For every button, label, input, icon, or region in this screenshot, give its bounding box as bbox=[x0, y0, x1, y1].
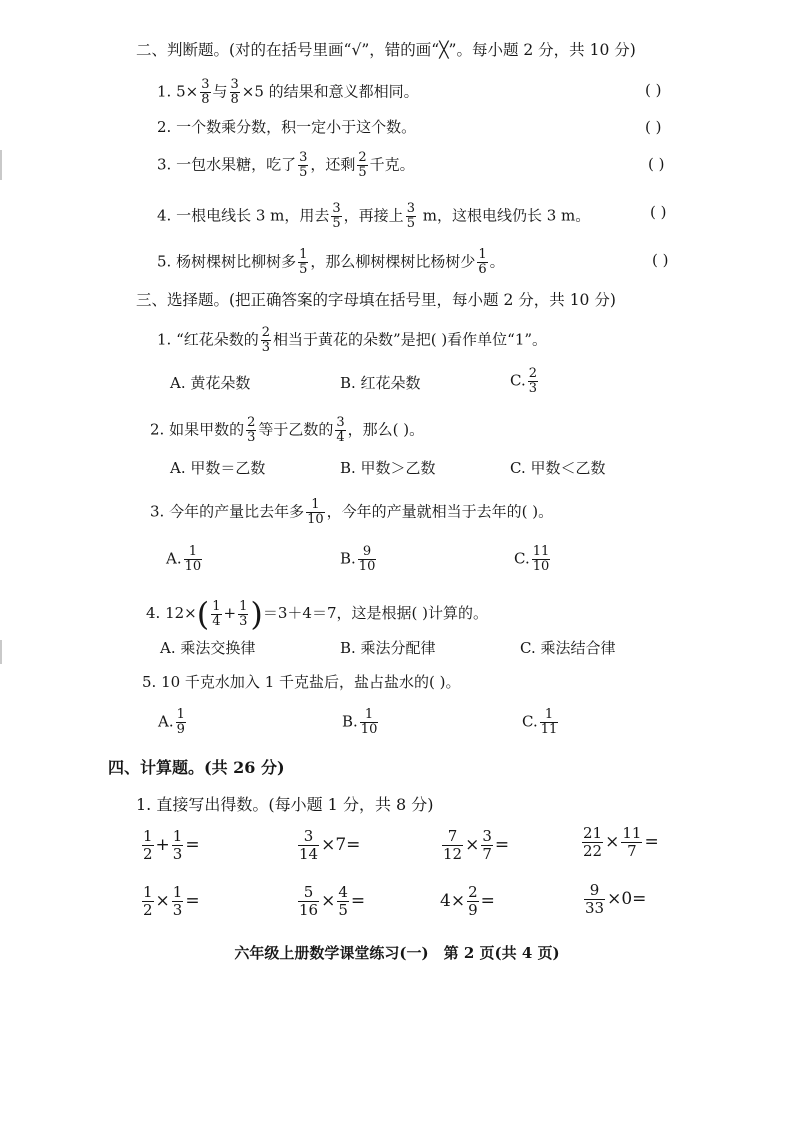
calc-expression-2: $\frac{3}{14}$ ×7= bbox=[299, 827, 361, 863]
judge-question-3: 3. 一包水果糖，吃了 $\frac{3}{5}$ ，还剩 $\frac{2}{5}$ 千克。 bbox=[157, 150, 415, 180]
fraction: $\frac{2}{3}$ bbox=[247, 415, 256, 445]
fraction: $\frac{4}{5}$ bbox=[338, 883, 348, 919]
fraction: $\frac{3}{5}$ bbox=[332, 201, 341, 231]
fraction: $\frac{3}{14}$ bbox=[299, 827, 319, 863]
choice-4-option-a[interactable]: A. 乘法交换律 bbox=[160, 639, 256, 657]
page-footer: 六年级上册数学课堂练习(一) 第 2 页(共 4 页) bbox=[234, 944, 560, 962]
fraction: $\frac{3}{8}$ bbox=[201, 77, 210, 107]
calc-expression-3: $\frac{7}{12}$ × $\frac{3}{7}$ = bbox=[443, 827, 510, 863]
fraction: $\frac{9}{33}$ bbox=[585, 881, 605, 917]
scan-edge-mark bbox=[0, 150, 2, 180]
choice-question-4: 4. 12×( $\frac{1}{4}$ + $\frac{1}{3}$ )＝3＋4＝7，这是根据( )计算的。 bbox=[146, 595, 488, 633]
choice-5-option-c[interactable]: C. $\frac{1}{11}$ bbox=[522, 707, 558, 737]
section-4-subtitle: 1. 直接写出得数。(每小题 1 分，共 8 分) bbox=[136, 795, 434, 814]
fraction: $\frac{3}{5}$ bbox=[299, 150, 308, 180]
choice-3-option-c[interactable]: C. $\frac{11}{10}$ bbox=[514, 544, 550, 574]
section-4-title: 四、计算题。(共 26 分) bbox=[108, 758, 285, 777]
fraction: $\frac{11}{10}$ bbox=[532, 544, 550, 574]
fraction: $\frac{1}{5}$ bbox=[299, 247, 308, 277]
judge-question-1: 1. 5× $\frac{3}{8}$ 与 $\frac{3}{8}$ ×5 的结果和意义都相同。 bbox=[157, 77, 419, 107]
judge-question-4: 4. 一根电线长 3 m，用去 $\frac{3}{5}$ ，再接上 $\frac{3}{5}$ m，这根电线仍长 3 m。 bbox=[157, 201, 591, 231]
choice-question-3: 3. 今年的产量比去年多 $\frac{1}{10}$ ，今年的产量就相当于去年的( )。 bbox=[150, 497, 554, 527]
choice-question-5: 5. 10 千克水加入 1 千克盐后，盐占盐水的( )。 bbox=[142, 673, 461, 691]
fraction: $\frac{7}{12}$ bbox=[443, 827, 463, 863]
answer-blank-2-1[interactable]: ( ) bbox=[645, 81, 662, 99]
fraction: $\frac{1}{3}$ bbox=[239, 598, 248, 629]
calc-expression-6: $\frac{5}{16}$ × $\frac{4}{5}$ = bbox=[299, 883, 366, 919]
answer-blank-2-3[interactable]: ( ) bbox=[648, 155, 665, 173]
fraction: $\frac{1}{6}$ bbox=[478, 247, 487, 277]
judge-question-5: 5. 杨树棵树比柳树多 $\frac{1}{5}$ ，那么柳树棵树比杨树少 $\frac{1}{6}$ 。 bbox=[157, 247, 505, 277]
choice-2-option-b[interactable]: B. 甲数＞乙数 bbox=[340, 459, 436, 477]
fraction: $\frac{3}{8}$ bbox=[230, 77, 239, 107]
calc-expression-7: 4× $\frac{2}{9}$ = bbox=[440, 883, 495, 919]
choice-question-1: 1. “红花朵数的 $\frac{2}{3}$ 相当于黄花的朵数”是把( )看作单位“1”。 bbox=[157, 325, 548, 355]
fraction: $\frac{2}{3}$ bbox=[261, 325, 271, 355]
fraction: $\frac{1}{10}$ bbox=[184, 544, 202, 574]
choice-3-option-b[interactable]: B. $\frac{9}{10}$ bbox=[340, 544, 376, 574]
scan-edge-mark bbox=[0, 640, 2, 664]
calc-expression-5: $\frac{1}{2}$ × $\frac{1}{3}$ = bbox=[143, 883, 200, 919]
choice-1-option-a[interactable]: A. 黄花朵数 bbox=[170, 374, 251, 392]
choice-4-option-b[interactable]: B. 乘法分配律 bbox=[340, 639, 436, 657]
choice-1-option-b[interactable]: B. 红花朵数 bbox=[340, 374, 421, 392]
fraction: $\frac{3}{5}$ bbox=[406, 201, 415, 231]
fraction: $\frac{1}{2}$ bbox=[143, 827, 153, 863]
choice-question-2: 2. 如果甲数的 $\frac{2}{3}$ 等于乙数的 $\frac{3}{4}$ ，那么( )。 bbox=[150, 415, 425, 445]
answer-blank-2-4[interactable]: ( ) bbox=[650, 203, 667, 221]
fraction: $\frac{1}{10}$ bbox=[307, 497, 324, 527]
fraction: $\frac{3}{7}$ bbox=[482, 827, 492, 863]
choice-3-option-a[interactable]: A. $\frac{1}{10}$ bbox=[166, 544, 202, 574]
choice-1-option-c[interactable]: C. $\frac{2}{3}$ bbox=[510, 366, 537, 396]
choice-2-option-c[interactable]: C. 甲数＜乙数 bbox=[510, 459, 606, 477]
fraction: $\frac{9}{10}$ bbox=[358, 544, 376, 574]
answer-blank-2-5[interactable]: ( ) bbox=[652, 251, 669, 269]
choice-2-option-a[interactable]: A. 甲数＝乙数 bbox=[170, 459, 266, 477]
fraction: $\frac{1}{3}$ bbox=[172, 827, 183, 863]
fraction: $\frac{2}{5}$ bbox=[358, 150, 367, 180]
fraction: $\frac{11}{7}$ bbox=[622, 824, 642, 860]
answer-blank-2-2[interactable]: ( ) bbox=[645, 118, 662, 136]
section-3-title: 三、选择题。(把正确答案的字母填在括号里，每小题 2 分，共 10 分) bbox=[136, 291, 616, 309]
judge-question-2: 2. 一个数乘分数，积一定小于这个数。 bbox=[157, 118, 417, 136]
fraction: $\frac{5}{16}$ bbox=[299, 883, 319, 919]
fraction: $\frac{1}{2}$ bbox=[143, 883, 153, 919]
choice-4-option-c[interactable]: C. 乘法结合律 bbox=[520, 639, 616, 657]
choice-5-option-b[interactable]: B. $\frac{1}{10}$ bbox=[342, 707, 378, 737]
fraction: $\frac{3}{4}$ bbox=[336, 415, 345, 445]
section-2-title: 二、判断题。(对的在括号里画“√”，错的画“╳”。每小题 2 分，共 10 分) bbox=[136, 41, 636, 59]
calc-expression-1: $\frac{1}{2}$ + $\frac{1}{3}$ = bbox=[143, 827, 200, 863]
fraction: $\frac{1}{9}$ bbox=[176, 707, 185, 737]
fraction: $\frac{1}{4}$ bbox=[212, 598, 221, 629]
fraction: $\frac{1}{11}$ bbox=[540, 707, 558, 737]
fraction: $\frac{2}{3}$ bbox=[528, 366, 537, 396]
fraction: $\frac{1}{3}$ bbox=[172, 883, 183, 919]
fraction: $\frac{2}{9}$ bbox=[468, 883, 478, 919]
fraction: $\frac{21}{22}$ bbox=[583, 824, 603, 860]
calc-expression-8: $\frac{9}{33}$ ×0= bbox=[585, 881, 647, 917]
fraction: $\frac{1}{10}$ bbox=[360, 707, 378, 737]
calc-expression-4: $\frac{21}{22}$ × $\frac{11}{7}$ = bbox=[583, 824, 659, 860]
choice-5-option-a[interactable]: A. $\frac{1}{9}$ bbox=[158, 707, 185, 737]
